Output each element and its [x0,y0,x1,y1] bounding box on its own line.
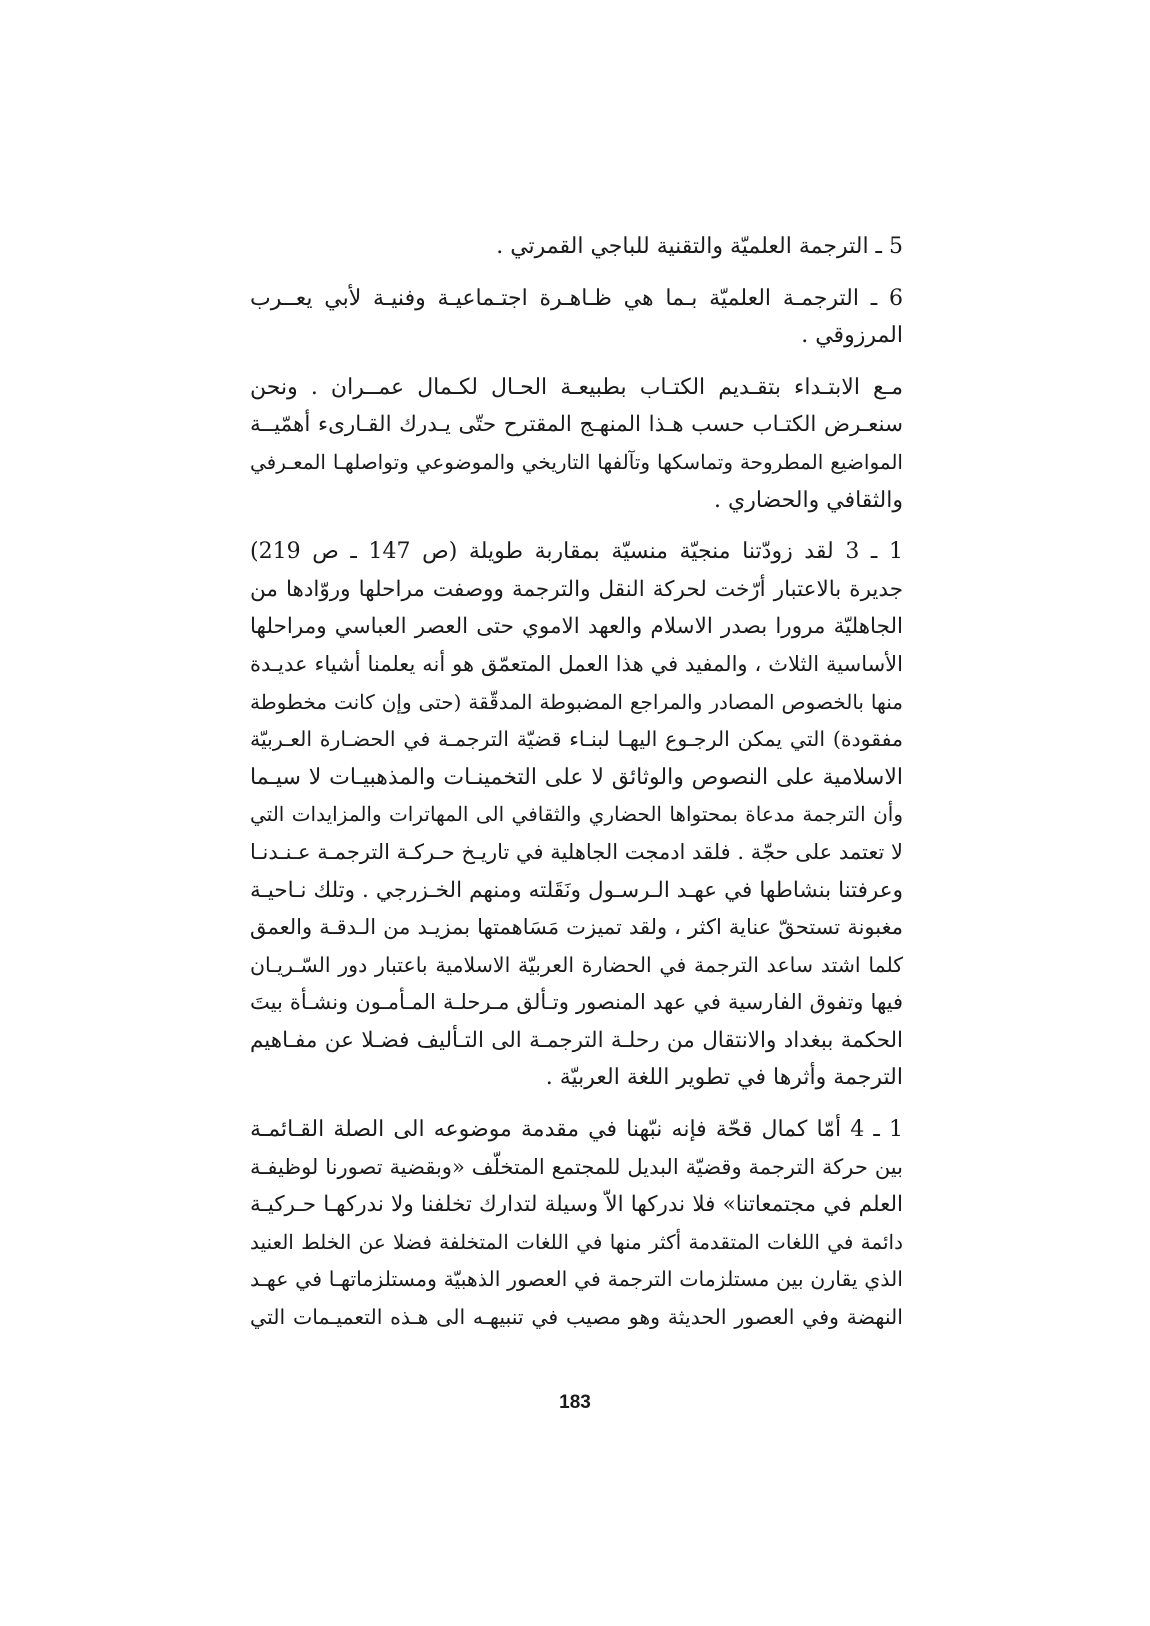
text-line: وعرفتنا بنشاطها في عهـد الـرسـول ونَقَلته ومنهم الخـزرجي . وتلك نـاحيـة [250,877,903,903]
text-line: بين حركة الترجمة وقضيّة البديل للمجتمع المتخلّف «وبقضية تصورنا لوظيفـة [250,1154,903,1179]
paragraph [250,369,903,519]
page-body [250,228,903,1337]
text-line: والثقافي والحضاري . [713,487,903,513]
text-line: العلم في مجتمعاتنا» فلا ندركها الاّ وسيلة لتدارك تخلفنا ولا ندركهـا حـركيـة [250,1192,903,1218]
paragraph [250,228,903,266]
text-line: الحكمة ببغداد والانتقال من رحلـة الترجمـة الى التـأليف فضـلا عن مفـاهيم [250,1027,903,1053]
text-line: مفقودة) التي يمكن الرجـوع اليهـا لبنـاء قضيّة الترجمـة في الحضـارة العـربيّة [250,727,903,752]
text-line: كلما اشتد ساعد الترجمة في الحضارة العربيّة الاسلامية باعتبار دور السّـريـان [250,952,903,977]
text-line: الترجمة وأثرها في تطوير اللغة العربيّة . [545,1065,903,1091]
paragraph-gap [250,266,903,280]
text-line: الذي يقارن بين مستلزمات الترجمة في العصور الذهبيّة ومستلزماتهـا في عهـد [250,1267,903,1292]
text-line: 6 ـ الترجمـة العلميّة بـما هي ظـاهـرة اجتـماعيـة وفنيـة لأبي يعــرب [250,285,903,311]
paragraph-gap [250,1097,903,1111]
text-line: الجاهليّة مرورا بصدر الاسلام والعهد الاموي حتى العصر العباسي ومراحلها [250,614,903,640]
text-line: دائمة في اللغات المتقدمة أكثر منها في اللغات المتخلفة فضلا عن الخلط العنيد [250,1229,903,1254]
text-line: 1 ـ 4 أمّا كمال قحّة فإنه نبّهنا في مقدمة موضوعه الى الصلة القـائمـة [250,1117,903,1143]
text-line: الاسلامية على النصوص والوثائق لا على التخمينـات والمذهبيـات لا سيـما [250,764,903,790]
paragraph [250,533,903,1097]
paragraph [250,280,903,355]
text-line: المرزوقي . [801,323,903,349]
text-line: المواضيع المطروحة وتماسكها وتآلفها التاريخي والموضوعي وتواصلهـا المعـرفي [250,449,903,474]
text-line: سنعـرض الكتـاب حسب هـذا المنهـج المقترح حتّى يـدرك القـارىء أهمّيــة [250,412,903,438]
text-line: منها بالخصوص المصادر والمراجع المضبوطة المدقّقة (حتى وإن كانت مخطوطة [250,689,903,714]
page-number: 183 [559,1392,591,1413]
paragraph-gap [250,519,903,533]
paragraph [250,1111,903,1337]
text-line: لا تعتمد على حجّة . فلقد ادمجت الجاهلية في تاريـخ حـركـة الترجمـة عـنـدنـا [250,839,903,864]
text-line: الأساسية الثلاث ، والمفيد في هذا العمل المتعمّق هو أنه يعلمنا أشياء عديـدة [250,651,903,676]
text-line: وأن الترجمة مدعاة بمحتواها الحضاري والثقافي الى المهاترات والمزايدات التي [250,802,903,827]
text-line: 1 ـ 3 لقد زودّتنا منجيّة منسيّة بمقاربة طويلة (ص 147 ـ ص 219) [250,539,903,565]
text-line: مـع الابتـداء بتقـديم الكتـاب بطبيعـة الحـال لكـمال عمــران . ونحن [250,374,903,400]
text-line: فيها وتفوق الفارسية في عهد المنصور وتـألق مـرحلـة المـأمـون ونشـأة بيتَ [250,990,903,1015]
text-line: 5 ـ الترجمة العلميّة والتقنية للباجي القمرتي . [496,234,903,259]
text-line: جديرة بالاعتبار أرّخت لحركة النقل والترجمة ووصفت مراحلها وروّادها من [250,576,903,602]
paragraph-gap [250,355,903,369]
text-line: النهضة وفي العصور الحديثة وهو مصيب في تنبيهـه الى هـذه التعميـمات التي [250,1305,903,1330]
text-line: مغبونة تستحقّ عناية اكثر ، ولقد تميزت مَسَاهمتها بمزيـد من الـدقـة والعمق [250,915,903,940]
